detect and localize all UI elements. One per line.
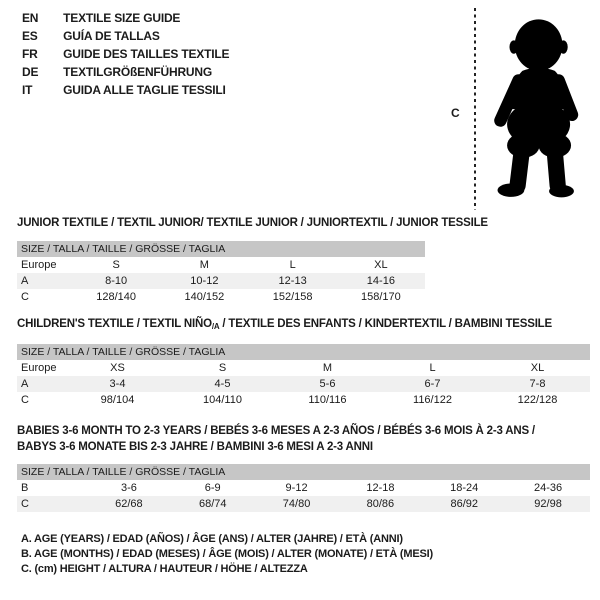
size-header-bar: SIZE / TALLA / TAILLE / GRÖSSE / TAGLIA [17,344,590,360]
guide-title-de: TEXTILGRÖßENFÜHRUNG [63,65,213,79]
height-cell: 140/152 [184,291,225,303]
table-row [17,273,425,289]
height-cell: 62/68 [87,496,171,512]
height-cell: 104/110 [203,394,242,406]
size-cell: XL [530,362,545,374]
height-cell: 122/128 [517,394,558,406]
children-size-table [17,344,590,408]
footnote-a: A. AGE (YEARS) / EDAD (AÑOS) / ÂGE (ANS) / ALTER (JAHRE) / ETÀ (ANNI) [21,533,403,545]
children-heading-pre: CHILDREN'S TEXTILE / TEXTIL NIÑO [17,318,212,330]
guide-title-en: TEXTILE SIZE GUIDE [63,11,181,25]
table-row [17,464,590,480]
table-row [17,360,590,376]
height-cell: 98/104 [100,394,135,406]
age-cell: 4-5 [170,376,275,392]
size-cell: M [199,259,209,271]
junior-size-table [17,241,425,305]
footnote-c: C. (cm) HEIGHT / ALTURA / HAUTEUR / HÖHE / ALTEZZA [21,563,308,575]
language-row-es [22,27,229,45]
size-cell: XL [374,259,388,271]
size-header-bar: SIZE / TALLA / TAILLE / GRÖSSE / TAGLIA [17,464,590,480]
age-cell: 12-18 [366,482,395,494]
height-cell: 158/170 [360,291,401,303]
size-cell: M [322,362,333,374]
age-cell: 5-6 [275,376,380,392]
children-heading-post: / TEXTILE DES ENFANTS / KINDERTEXTIL / BAMBINI TESSILE [219,318,552,330]
language-row-it [22,81,229,99]
table-row [17,376,590,392]
babies-section-heading [17,424,535,455]
language-row-de [22,63,229,81]
age-cell: 3-6 [120,482,137,494]
table-row [17,392,590,408]
height-cell: 74/80 [255,496,339,512]
language-row-en [22,9,229,27]
height-cell: 86/92 [422,496,506,512]
size-cell: S [218,362,227,374]
age-cell: 8-10 [72,273,160,289]
guide-title-it: GUIDA ALLE TAGLIE TESSILI [63,83,226,97]
height-cell: 92/98 [506,496,590,512]
babies-heading-line2: BABYS 3-6 MONATE BIS 2-3 JAHRE / BAMBINI 3-6 MESI A 2-3 ANNI [17,440,373,453]
age-cell: 7-8 [485,376,590,392]
size-header-bar: SIZE / TALLA / TAILLE / GRÖSSE / TAGLIA [17,241,425,257]
footnote-b: B. AGE (MONTHS) / EDAD (MESES) / ÂGE (MOIS) / ALTER (MONATE) / ETÀ (MESI) [21,548,433,560]
age-cell: 10-12 [160,273,248,289]
row-label-europe: Europe [21,259,57,271]
language-code: ES [22,29,38,43]
guide-title-fr: GUIDE DES TAILLES TEXTILE [63,47,230,61]
table-row [17,496,590,512]
table-row [17,344,590,360]
table-row [17,289,425,305]
age-cell: 24-36 [534,482,563,494]
language-code: IT [22,83,33,97]
size-cell: L [429,362,436,374]
age-cell: 18-24 [450,482,479,494]
row-label-a: A [17,273,72,289]
size-cell: S [112,259,120,271]
size-cell: L [289,259,296,271]
age-cell: 9-12 [285,482,308,494]
table-row [17,480,590,496]
language-row-fr [22,45,229,63]
row-label-c: C [17,496,87,512]
height-measure-figure [440,5,600,210]
table-row [17,241,425,257]
baby-silhouette-icon [488,13,593,208]
age-cell: 6-7 [380,376,485,392]
size-cell: XS [110,362,125,374]
age-cell: 6-9 [204,482,221,494]
language-code: EN [22,11,39,25]
age-cell: 14-16 [337,273,425,289]
height-cell: 110/116 [308,394,347,406]
age-cell: 12-13 [249,273,337,289]
height-label-c: C [451,106,460,120]
row-label-b: B [21,482,29,494]
height-cell: 152/158 [272,291,313,303]
row-label-c: C [21,394,29,406]
legend-footnotes [21,532,433,577]
height-cell: 68/74 [171,496,255,512]
height-cell: 80/86 [338,496,422,512]
guide-title-es: GUÍA DE TALLAS [63,29,160,43]
height-cell: 116/122 [413,394,452,406]
age-cell: 3-4 [65,376,170,392]
language-code: FR [22,47,38,61]
children-section-heading [17,318,552,331]
row-label-a: A [17,376,65,392]
children-heading-subscript: /A [211,322,220,331]
row-label-europe: Europe [21,362,57,374]
row-label-c: C [21,291,29,303]
height-measure-dotted-line [474,8,476,210]
table-row [17,257,425,273]
babies-heading-line1: BABIES 3-6 MONTH TO 2-3 YEARS / BEBÉS 3-6 MESES A 2-3 AÑOS / BÉBÉS 3-6 MOIS À 2-3 ANS / [17,425,535,437]
height-cell: 128/140 [96,291,136,303]
babies-size-table [17,464,590,512]
language-code: DE [22,65,39,79]
language-title-list [22,9,229,99]
junior-section-heading: JUNIOR TEXTILE / TEXTIL JUNIOR/ TEXTILE JUNIOR / JUNIORTEXTIL / JUNIOR TESSILE [17,217,488,229]
